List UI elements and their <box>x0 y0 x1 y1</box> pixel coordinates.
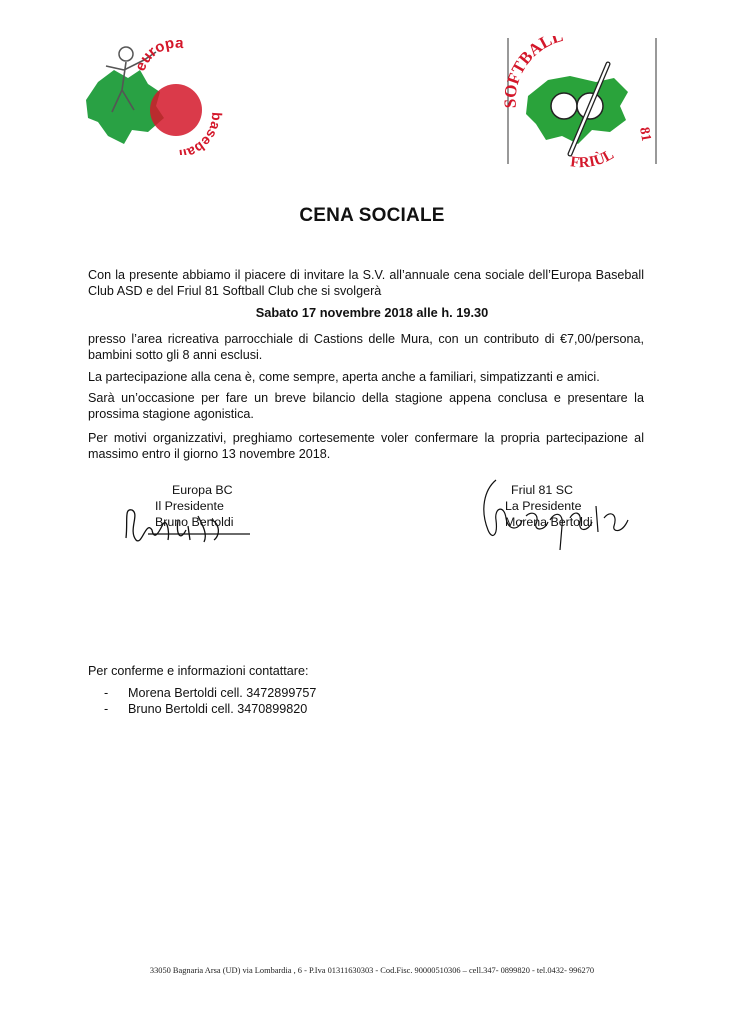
contacts-list <box>104 685 316 717</box>
europa-logo-bottom-text: baseball <box>178 111 226 155</box>
signature-left-club: Europa BC <box>172 483 233 497</box>
europa-baseball-logo <box>76 40 236 155</box>
list-bullet: - <box>104 686 109 700</box>
footer-address: 33050 Bagnaria Arsa (UD) via Lombardia , 6 - P.Iva 01311630303 - Cod.Fisc. 90000510306 – cell.347- 0899820 - tel.0432- 996270 <box>149 966 595 975</box>
signature-left-name: Bruno Bertoldi <box>155 515 234 529</box>
svg-text:europa <box>132 40 185 74</box>
europa-logo-top-text: europa <box>131 40 185 74</box>
contact-morena: Morena Bertoldi cell. 3472899757 <box>128 686 317 700</box>
list-item <box>104 701 316 717</box>
signature-right-name: Morena Bertoldi <box>505 515 593 529</box>
softball-logo-bottom-text: FRIÙL <box>569 146 617 172</box>
signature-right-handwriting <box>470 470 640 560</box>
confirmation-paragraph: Per motivi organizzativi, preghiamo cortesemente voler confermare la propria partecipazione al massimo entro il giorno 13 novembre 2018. <box>88 431 644 461</box>
contacts-title: Per conferme e informazioni contattare: <box>88 664 309 678</box>
signature-left-handwriting <box>118 490 258 552</box>
signature-right-role: La Presidente <box>505 499 582 513</box>
intro-paragraph: Con la presente abbiamo il piacere di invitare la S.V. all’annuale cena sociale dell’Europa Baseball Club ASD e del Friul 81 Softball Club che si svolgerà <box>88 268 644 298</box>
event-date-line: Sabato 17 novembre 2018 alle h. 19.30 <box>255 305 489 320</box>
signature-right-club: Friul 81 SC <box>511 483 573 497</box>
season-paragraph: Sarà un’occasione per fare un breve bilancio della stagione appena conclusa e presentare la prossima stagione agonistica. <box>88 391 644 421</box>
softball-logo-top-text: SOFTBALL <box>500 36 566 109</box>
softball-friul-logo <box>500 36 660 176</box>
list-item <box>104 685 316 701</box>
participation-paragraph: La partecipazione alla cena è, come sempre, aperta anche a familiari, simpatizzanti e amici. <box>88 370 600 384</box>
svg-text:FRIÙL <box>569 147 616 172</box>
document-title: CENA SOCIALE <box>299 205 445 226</box>
signature-left-role: Il Presidente <box>155 499 224 513</box>
location-paragraph: presso l’area ricreativa parrocchiale di Castions delle Mura, con un contributo di €7,00/persona, bambini sotto gli 8 anni esclusi. <box>88 332 644 362</box>
list-bullet: - <box>104 702 109 716</box>
contact-bruno: Bruno Bertoldi cell. 3470899820 <box>128 702 308 716</box>
softball-logo-number: 81 <box>636 126 654 143</box>
